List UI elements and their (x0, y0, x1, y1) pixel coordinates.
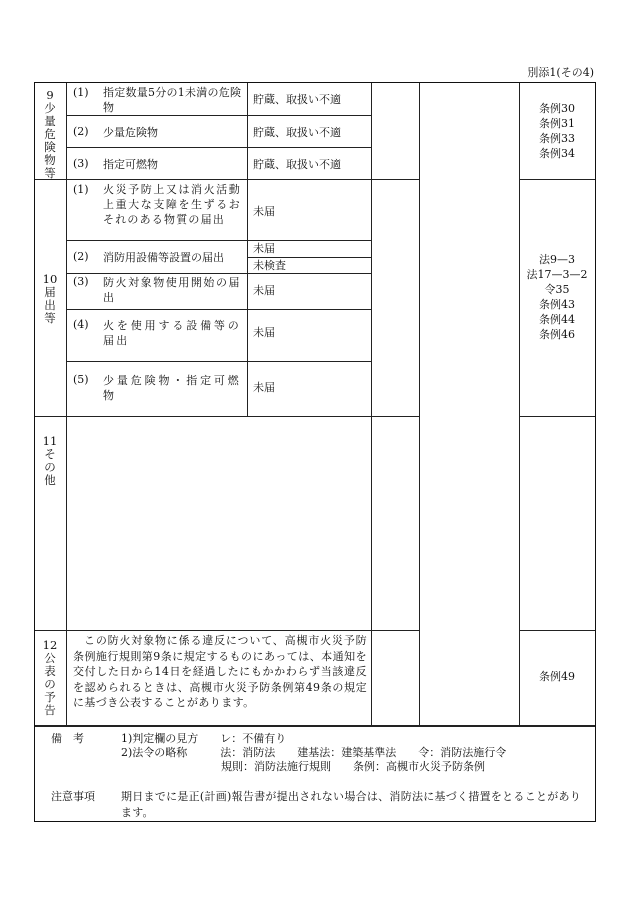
section-line (35, 179, 419, 180)
publication-notice: この防火対象物に係る違反について、高槻市火災予防条例施行規則第9条に規定するものにあっては、本通知を交付した日から14日を経過したにもかかわらず当該違反を認められるときは、高槻市火災予防条例第49条の規定に基づき公表することがあります。 (73, 634, 367, 709)
section-line (519, 416, 595, 417)
row-line (66, 240, 371, 241)
caution-label: 注意事項 (51, 790, 95, 803)
item-status: 未届 (253, 326, 275, 339)
law-references: 条例30 条例31 条例33 条例34 (539, 102, 575, 160)
item-text: 火を使用する設備等の届出 (103, 319, 241, 347)
item-status: 貯蔵、取扱い不適 (253, 93, 341, 106)
item-number: (3) (73, 157, 89, 170)
row-line (66, 361, 371, 362)
caution-text: 期日までに是正(計画)報告書が提出されない場合は、消防法に基づく措置をとることがあります。 (121, 790, 581, 819)
page-label: 別添1(その4) (527, 66, 594, 79)
item-status: 未届 (253, 284, 275, 297)
item-text: 火災予防上又は消火活動上重大な支障を生ずるおそれのある物質の届出 (103, 183, 241, 226)
section-line (519, 630, 595, 631)
remarks-line-3: 規則：消防法施行規則 条例：高槻市火災予防条例 (221, 760, 485, 773)
law-references: 条例49 (539, 670, 575, 683)
item-text: 指定可燃物 (103, 158, 158, 171)
item-status: 未届 (253, 242, 275, 255)
item-text: 少量危険物 (103, 126, 158, 139)
remarks-line-2: 2)法令の略称 法：消防法 建基法：建築基準法 令：消防法施行令 (121, 746, 507, 759)
remarks-label: 備 考 (51, 732, 84, 745)
item-number: (1) (73, 86, 89, 99)
item-text: 防火対象物使用開始の届出 (103, 276, 241, 304)
item-status: 未届 (253, 381, 275, 394)
item-number: (5) (73, 373, 89, 386)
item-number: (1) (73, 183, 89, 196)
row-line (66, 309, 371, 310)
section-line (35, 630, 419, 631)
row-line (66, 273, 371, 274)
remarks-line-1: 1)判定欄の見方 レ：不備有り (121, 732, 287, 745)
col-divider-item (247, 83, 248, 416)
item-text: 少量危険物・指定可燃物 (103, 374, 241, 402)
section-label-small-hazmat: 9 少 量 危 険 物 等 (44, 88, 56, 180)
item-text: 消防用設備等設置の届出 (103, 251, 224, 264)
inspection-form (34, 82, 596, 822)
item-number: (3) (73, 275, 89, 288)
section-line (519, 179, 595, 180)
section-label-other: 11 そ の 他 (42, 434, 58, 487)
item-number: (2) (73, 250, 89, 263)
section-line (35, 416, 419, 417)
item-status: 未届 (253, 205, 275, 218)
item-text: 指定数量5分の1未満の危険物 (103, 86, 241, 114)
item-number: (2) (73, 125, 89, 138)
item-status: 貯蔵、取扱い不適 (253, 158, 341, 171)
section-label-publication: 12 公 表 の 予 告 (42, 638, 58, 717)
row-line (66, 147, 371, 148)
item-status-secondary: 未検査 (253, 259, 286, 272)
law-references: 法9—3 法17—3—2 令35 条例43 条例44 条例46 (526, 253, 588, 341)
row-line (66, 115, 371, 116)
section-label-notifications: 10 届 出 等 (42, 272, 58, 325)
col-divider-judge (419, 83, 420, 725)
table-bottom-line (35, 725, 595, 727)
item-number: (4) (73, 318, 89, 331)
item-status: 貯蔵、取扱い不適 (253, 126, 341, 139)
